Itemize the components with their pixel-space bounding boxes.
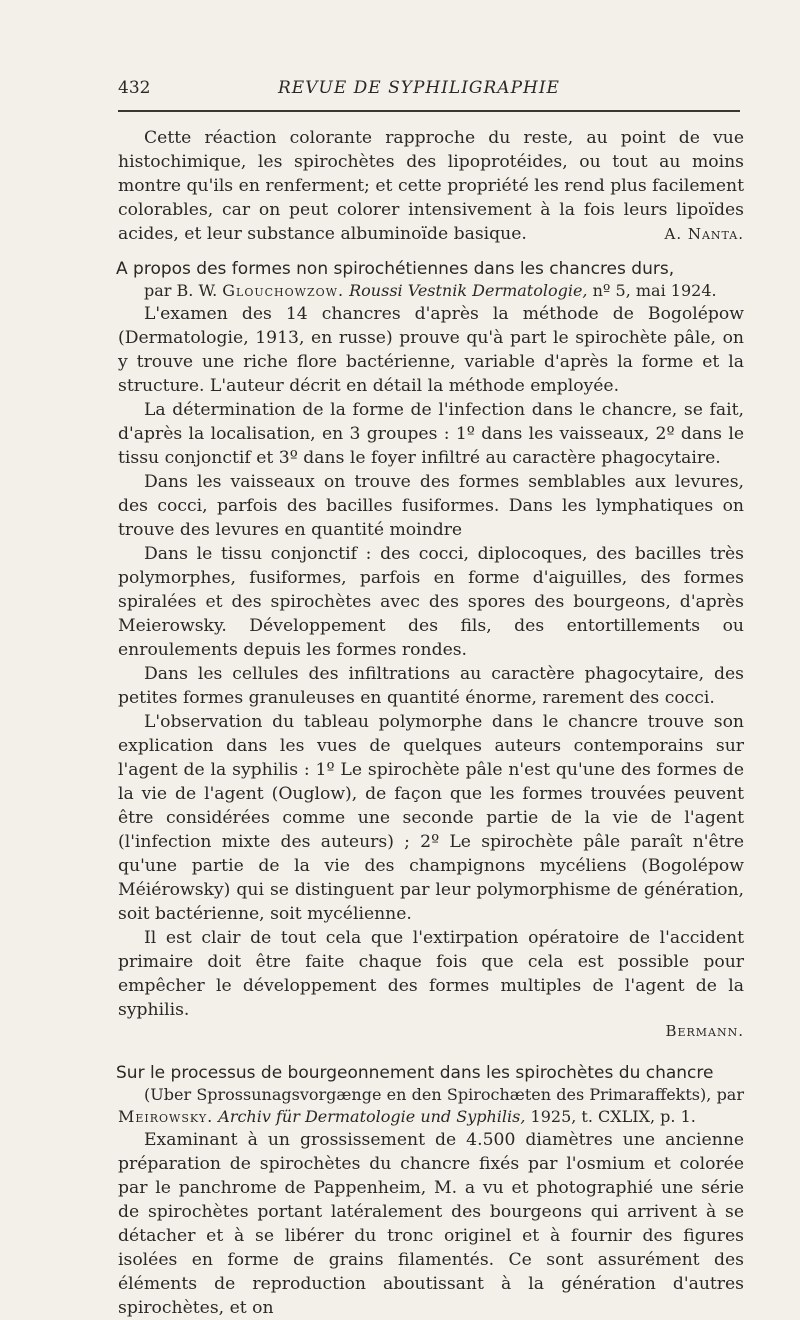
article-2-paragraph: Examinant à un grossissement de 4.500 diamètres une ancienne préparation de spirochètes du chancre fixés par l'osmium et colorée par le panchrome de Pappenheim, M. a vu et photographié une série de spirochètes portant latéralement des bourgeons qui arrivent à se détacher et à se libérer du tronc originel et à fournir des figures isolées en forme de grains filamentés. Ce sont assurément des éléments de reproduction aboutissant à la génération d'autres spirochètes, et on [118,1130,744,1318]
intro-paragraph [118,126,744,246]
page-header [118,78,744,102]
article-1-paragraph: Dans les vaisseaux on trouve des formes semblables aux levures, des cocci, parfois des bacilles fusiformes. Dans les lymphatiques on trouve des levures en quantité moindre [118,472,744,540]
article-2-citation [118,1084,744,1128]
article-1-title: A propos des formes non spirochétiennes dans les chancres durs, [116,259,675,279]
article-2-citation-suffix: 1925, t. CXLIX, p. 1. [525,1107,696,1126]
section-gap [118,1040,744,1050]
article-1-citation-suffix: nº 5, mai 1924. [587,281,717,300]
article-2-author: Meirowsky. [118,1107,214,1126]
running-title: REVUE DE SYPHILIGRAPHIE [278,78,560,98]
article-1-journal: Roussi Vestnik Dermatologie, [349,281,588,300]
article-1-paragraph: La détermination de la forme de l'infection dans le chancre, se fait, d'après la localisation, en 3 groupes : 1º dans les vaisseaux, 2º dans le tissu conjonctif et 3º dans le foyer infiltré au caractère phagocytaire. [118,400,744,468]
article-1-paragraph: Dans le tissu conjonctif : des cocci, diplocoques, des bacilles très polymorphes, fusiformes, parfois en forme d'aiguilles, des formes spiralées et des spirochètes avec des spores des bourgeons, d'après Meierowsky. Développement des fils, des entortillements ou enroulements depuis les formes rondes. [118,544,744,660]
article-2-citation-prefix: (Uber Sprossunagsvorgænge en den Spirochæten des Primaraffekts), par [144,1085,744,1104]
journal-page [118,78,744,1320]
page-number: 432 [118,78,151,98]
article-1-citation [118,280,744,302]
article-1-paragraph: L'examen des 14 chancres d'après la méthode de Bogolépow (Dermatologie, 1913, en russe) prouve qu'à part le spirochète pâle, on y trouve une riche flore bactérienne, variable d'après la forme et la structure. L'auteur décrit en détail la méthode employée. [118,304,744,396]
header-rule [118,110,740,112]
intro-text: Cette réaction colorante rapproche du reste, au point de vue histochimique, les spirochètes des lipoprotéides, ou tout au moins montre qu'ils en renferment; et cette propriété les rend plus facilement colorables, car on peut colorer intensivement à la fois leurs lipoïdes acides, et leur substance albuminoïde basique. [118,128,744,244]
article-2-journal: Archiv für Dermatologie und Syphilis, [218,1107,526,1126]
article-1-paragraph: Il est clair de tout cela que l'extirpation opératoire de l'accident primaire doit être faite chaque fois que cela est possible pour empêcher le développement des formes multiples de l'agent de la syphilis. [118,928,744,1020]
article-2-title: Sur le processus de bourgeonnement dans les spirochètes du chancre [116,1063,714,1083]
article-1-paragraph: L'observation du tableau polymorphe dans le chancre trouve son explication dans les vues de quelques auteurs contemporains sur l'agent de la syphilis : 1º Le spirochète pâle n'est qu'une des formes de la vie de l'agent (Ouglow), de façon que les formes trouvées peuvent être considérées comme une seconde partie de la vie de l'agent (l'infection mixte des auteurs) ; 2º Le spirochète pâle paraît n'être qu'une partie de la vie des champignons mycéliens (Bogolépow Méiérowsky) qui se distinguent par leur polymorphisme de génération, soit bactérienne, soit mycélienne. [118,712,744,924]
intro-signature: A. Nanta. [664,225,744,243]
article-1-author: Glouchowzow. [222,281,345,300]
article-1-citation-prefix: par B. W. [144,281,223,300]
article-1-signature: Bermann. [665,1022,744,1040]
article-1-paragraph: Dans les cellules des infiltrations au caractère phagocytaire, des petites formes granuleuses en quantité énorme, rarement des cocci. [118,664,744,708]
